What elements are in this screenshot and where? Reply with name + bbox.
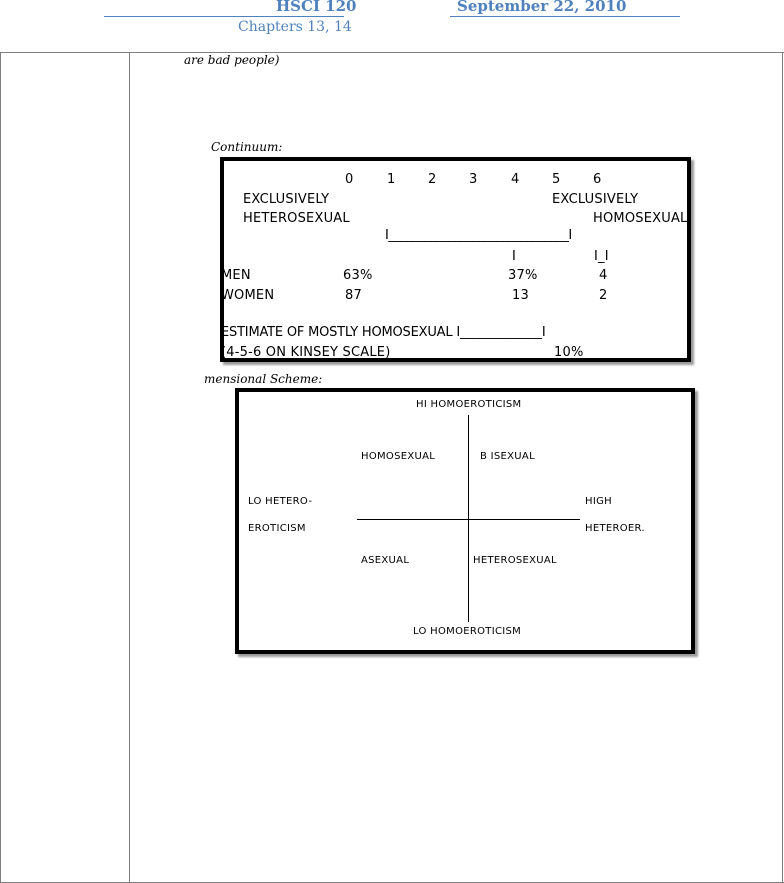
estimate-line: ESTIMATE OF MOSTLY HOMOSEXUAL I_____________I bbox=[221, 325, 546, 340]
header-date: September 22, 2010 bbox=[457, 0, 627, 15]
axis-left-label-1: LO HETERO- bbox=[248, 496, 313, 507]
quadrant-top-left: HOMOSEXUAL bbox=[361, 451, 436, 462]
scale-2: 2 bbox=[428, 172, 437, 187]
axis-left-label-2: EROTICISM bbox=[248, 523, 306, 534]
scale-rule-line: I______________________________I bbox=[385, 228, 572, 243]
right-label-top: EXCLUSIVELY bbox=[552, 192, 639, 207]
two-dimensional-scheme-figure bbox=[235, 388, 695, 654]
scale-5: 5 bbox=[552, 172, 561, 187]
bracket-mid: I bbox=[512, 249, 517, 264]
axis-bottom-label: LO HOMOEROTICISM bbox=[413, 626, 522, 637]
row-women-a: 87 bbox=[345, 288, 362, 303]
axis-right-label-2: HETEROER. bbox=[585, 523, 645, 534]
quadrant-bottom-left: ASEXUAL bbox=[361, 555, 410, 566]
row-women-b: 13 bbox=[512, 288, 529, 303]
left-label-bottom: HETEROSEXUAL bbox=[243, 211, 350, 226]
scale-4: 4 bbox=[511, 172, 520, 187]
scale-0: 0 bbox=[345, 172, 354, 187]
continuum-label: Continuum: bbox=[211, 140, 283, 154]
quadrant-bottom-right: HETEROSEXUAL bbox=[473, 555, 557, 566]
header-course: HSCI 120 bbox=[276, 0, 357, 15]
scale-3: 3 bbox=[469, 172, 478, 187]
scale-1: 1 bbox=[387, 172, 396, 187]
table-column-divider bbox=[129, 52, 130, 883]
quadrant-top-right: B ISEXUAL bbox=[480, 451, 535, 462]
row-women-label: WOMEN bbox=[221, 288, 275, 303]
header-rule-right bbox=[450, 16, 680, 17]
header-rule-left bbox=[104, 16, 344, 17]
left-label-top: EXCLUSIVELY bbox=[243, 192, 330, 207]
axis-right-label-1: HIGH bbox=[585, 496, 612, 507]
scheme-label: mensional Scheme: bbox=[204, 372, 323, 386]
estimate-sub: (4-5-6 ON KINSEY SCALE) bbox=[221, 345, 391, 360]
row-men-a: 63% bbox=[343, 268, 373, 283]
row-men-b: 37% bbox=[508, 268, 538, 283]
axis-top-label: HI HOMOEROTICISM bbox=[416, 399, 522, 410]
table-border-left bbox=[0, 52, 1, 883]
header-chapters: Chapters 13, 14 bbox=[238, 19, 352, 35]
row-women-c: 2 bbox=[599, 288, 608, 303]
table-border-right bbox=[782, 52, 783, 883]
vertical-axis bbox=[468, 415, 469, 622]
right-label-bottom: HOMOSEXUAL bbox=[593, 211, 688, 226]
scale-6: 6 bbox=[593, 172, 602, 187]
row-men-label: MEN bbox=[221, 268, 251, 283]
row-men-c: 4 bbox=[599, 268, 608, 283]
bracket-right: I_I bbox=[594, 249, 609, 264]
continued-text: are bad people) bbox=[184, 53, 280, 67]
table-border-top bbox=[0, 52, 784, 53]
estimate-value: 10% bbox=[554, 345, 584, 360]
